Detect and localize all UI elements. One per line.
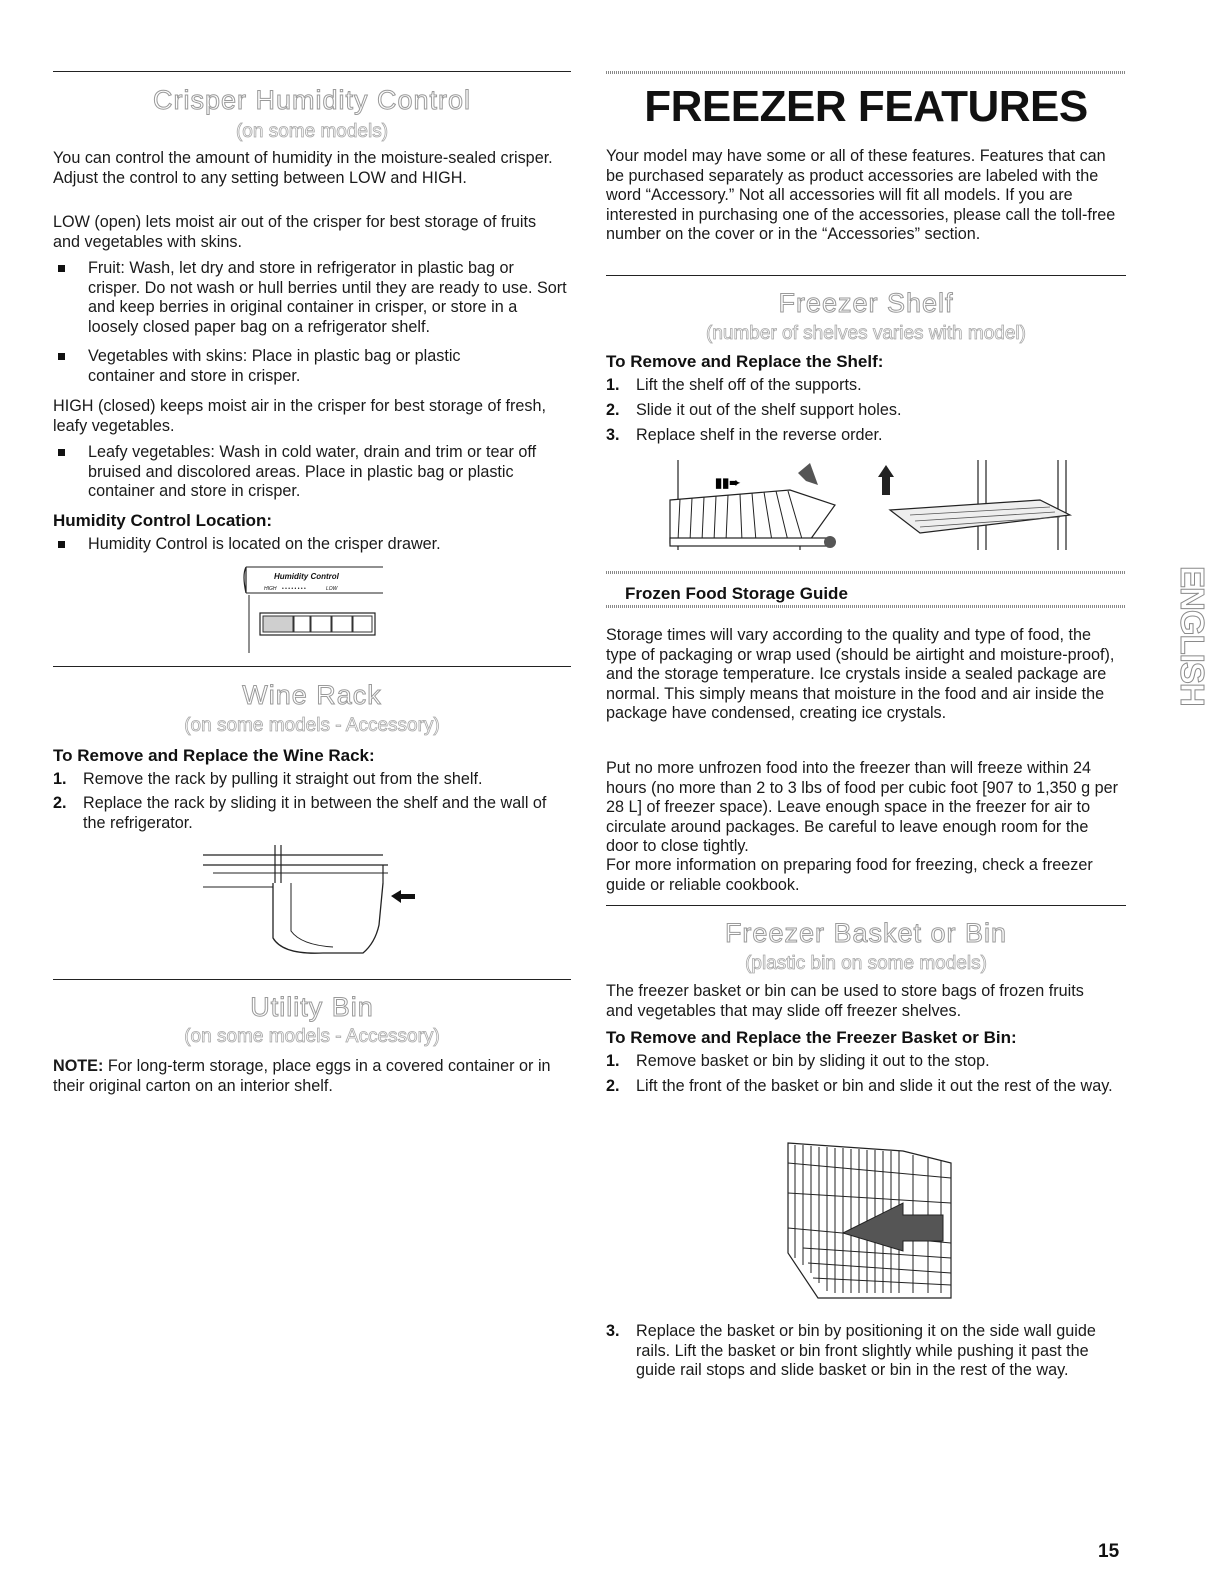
basket-title: Freezer Basket or Bin (724, 918, 1008, 948)
side-tab-text: ENGLISH (1174, 566, 1211, 706)
basket-intro: The freezer basket or bin can be used to store bags of frozen fruits and vegetables that may slide off freezer shelves. (606, 982, 1084, 1020)
freezer-intro: Your model may have some or all of these features. Features that can be purchased separately as product accessories are labeled with the word “Accessory.” Not all accessories will fit all models. If you are interested in purchasing one of the accessories, please call the toll-free number on the cover or in the “Accessories” section. (606, 147, 1116, 243)
wine-rack-diagram (203, 843, 423, 958)
basket-subtitle: (plastic bin on some models) (745, 953, 987, 974)
diagram-label: Humidity Control (274, 572, 339, 581)
crisper-subtitle: (on some models) (235, 121, 389, 142)
humidity-control-diagram (238, 565, 388, 655)
rule-wine (53, 666, 571, 667)
guide-para-2: Put no more unfrozen food into the freezer than will freeze within 24 hours (no more than 2 to 3 lbs of food per cubic foot [907 to 1,350 g per 28 L] of freezer space). Leave enough space in the freezer for air to circulate around packages. Be careful to leave enough room for the door to close tightly. (606, 759, 1119, 855)
basket-heading: To Remove and Replace the Freezer Basket or Bin: (606, 1028, 1017, 1047)
guide-para-1: Storage times will vary according to the quality and type of food, the type of packaging or wrap used (should be airtight and moisture-proof), and the storage temperature. Ice crystals inside a sealed package are normal. This simply means that moisture in the food and air inside the package have condensed, creating ice crystals. (606, 626, 1115, 722)
shelf-subtitle: (number of shelves varies with model) (706, 323, 1026, 344)
rule-basket (606, 905, 1126, 906)
svg-text:▮▮➨: ▮▮➨ (715, 475, 741, 490)
shelf-heading: To Remove and Replace the Shelf: (606, 352, 884, 371)
guide-top-rule (606, 571, 1126, 574)
utility-title: Utility Bin (250, 992, 374, 1022)
guide-para-3: For more information on preparing food for freezing, check a freezer guide or reliable cookbook. (606, 856, 1093, 894)
wine-heading: To Remove and Replace the Wine Rack: (53, 746, 375, 765)
diagram-low: LOW (326, 586, 338, 592)
language-side-tab (1158, 566, 1211, 782)
wine-subtitle: (on some models - Accessory) (184, 715, 440, 736)
note-label: NOTE: (53, 1057, 104, 1075)
guide-bottom-rule (606, 605, 1126, 608)
crisper-para-1: You can control the amount of humidity in the moisture-sealed crisper. Adjust the control to any setting between LOW and HIGH. (53, 149, 553, 187)
guide-heading: Frozen Food Storage Guide (625, 584, 848, 603)
utility-note (53, 1057, 568, 1096)
wine-title: Wine Rack (242, 680, 382, 710)
shelf-title: Freezer Shelf (778, 288, 954, 318)
utility-subtitle: (on some models - Accessory) (184, 1026, 440, 1047)
rule-utility (53, 979, 571, 980)
crisper-para-3: HIGH (closed) keeps moist air in the crisper for best storage of fresh, leafy vegetables. (53, 397, 547, 435)
note-text: For long-term storage, place eggs in a covered container or in their original carton on an interior shelf. (53, 1057, 551, 1095)
crisper-title: Crisper Humidity Control (152, 85, 472, 115)
top-dotted-rule (606, 71, 1126, 74)
page-title: FREEZER FEATURES (644, 82, 1088, 131)
rule-shelf (606, 275, 1126, 276)
diagram-high: HIGH (264, 586, 277, 592)
crisper-para-2: LOW (open) lets moist air out of the crisper for best storage of fruits and vegetables with skins. (53, 213, 537, 251)
svg-text:• • • • • • • •: • • • • • • • • (282, 586, 306, 592)
page-number: 15 (1098, 1541, 1120, 1562)
top-rule-left (53, 71, 571, 72)
freezer-basket-diagram (783, 1133, 955, 1305)
humidity-location-heading: Humidity Control Location: (53, 511, 273, 530)
freezer-shelf-diagram (650, 455, 1080, 555)
